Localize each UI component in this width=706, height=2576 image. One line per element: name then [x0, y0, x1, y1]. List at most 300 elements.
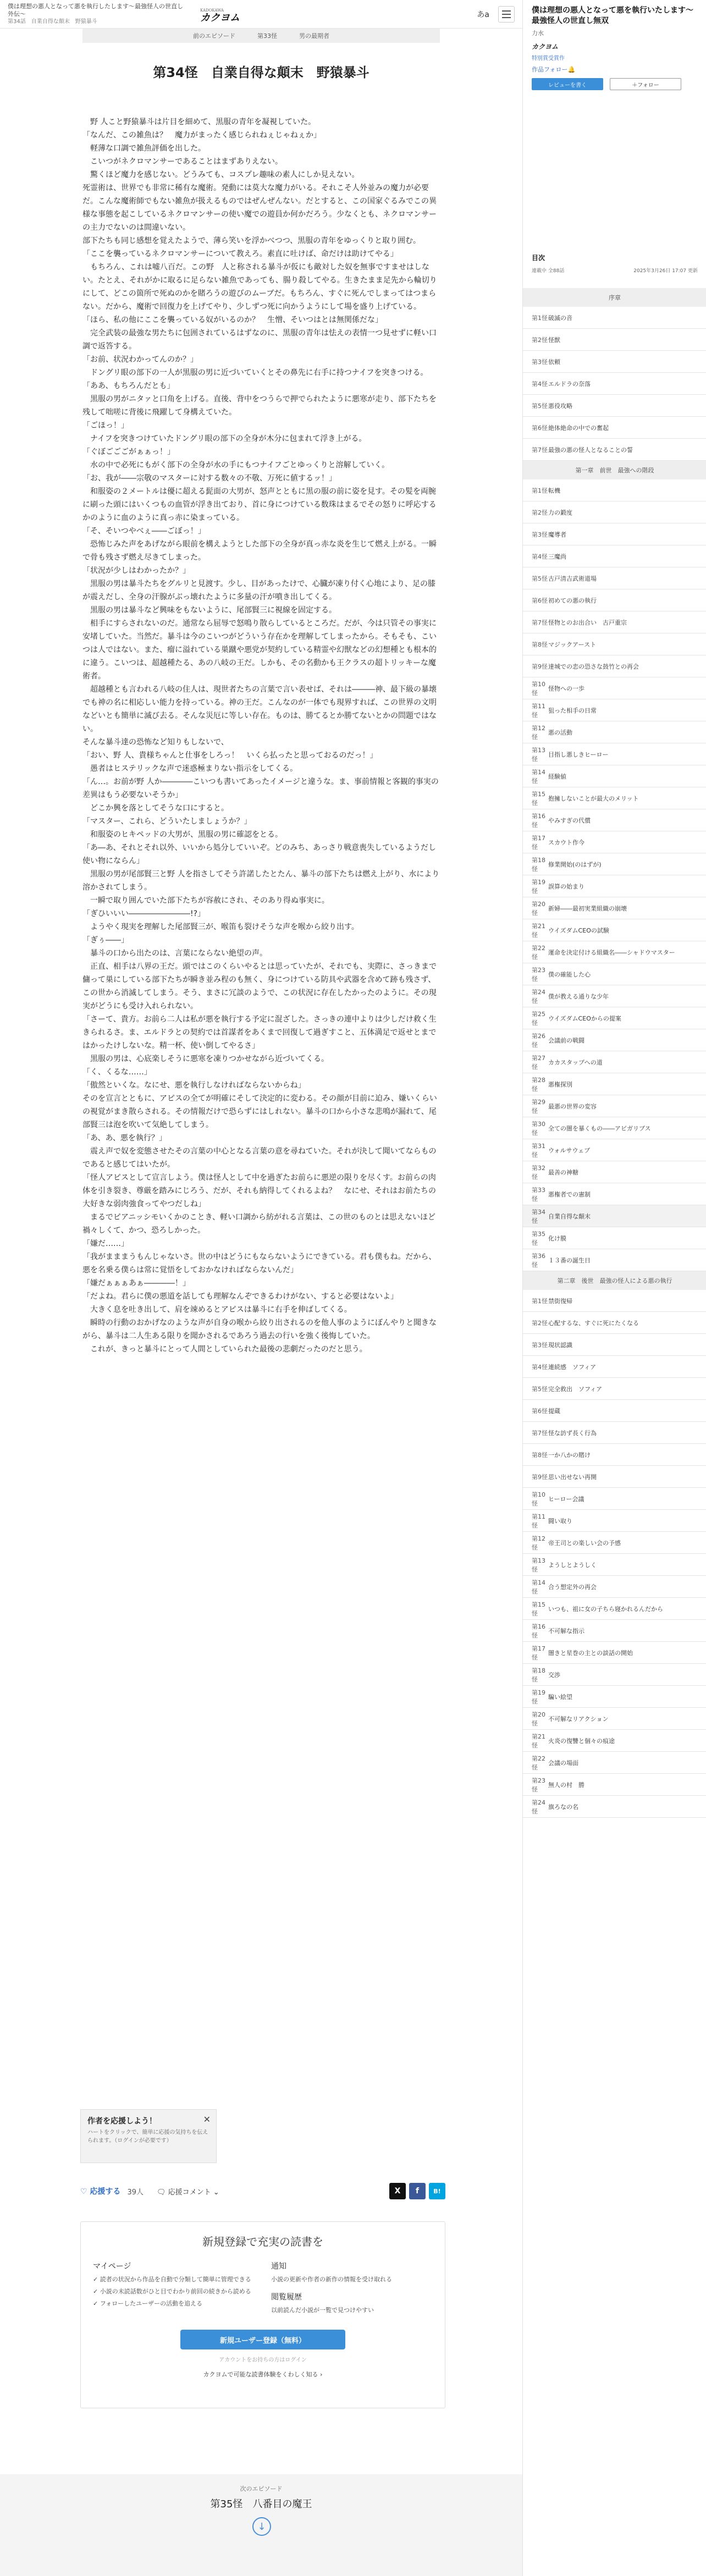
- toc-episode[interactable]: [523, 395, 706, 417]
- toc-episode[interactable]: [523, 1290, 706, 1312]
- toc-episode-number: 第7怪: [532, 446, 548, 454]
- toc-episode[interactable]: [523, 677, 706, 699]
- sidebar: [522, 0, 706, 2576]
- mypage-column: マイページ ✓ 読者の状況から作品を自動で分類して簡単に管理できる ✓ 小説の未読話数がひと目でわかり前回の続きから読める ✓ フォローしたユーザーの活動を追える: [93, 2262, 255, 2318]
- work-title[interactable]: 僕は理想の悪人となって悪を執行いたします〜最強怪人の世直し無双: [532, 6, 693, 25]
- toc-episode-number: 第1怪: [532, 314, 548, 322]
- toc-episode-title: 狙った相手の日常: [548, 707, 597, 714]
- toc-episode[interactable]: [523, 743, 706, 765]
- toc-episode[interactable]: [523, 1752, 706, 1774]
- toc-episode-title: 会議前の戦闘: [548, 1036, 584, 1044]
- follow-button[interactable]: ＋フォロー: [610, 78, 681, 90]
- body-paragraph: 完全武装の最強な男たちに包囲されているはずなのに、黒服の青年は怯えの表情一つ見せずに軽い口調で返答する。: [82, 329, 437, 351]
- toc-episode-number: 第6怪: [532, 424, 548, 432]
- toc-episode-number: 第35怪: [532, 1230, 545, 1246]
- body-paragraph: 正直、相手は八界の王だ。頭ではこのくらいやるとは思っていたが、それでも、実際に、さっきまで傭って巣にしている部下たちが瞬き並み程のも無く、身につけている防具や武器を含めて跡も残さず、この世から消滅してしまう。そう、まさに冗談のようで、この状況に存在したかったのように。その現実がどうにも受け入れられない。: [82, 962, 437, 1011]
- toc-episode-number: 第13怪: [532, 746, 545, 763]
- toc-episode-number: 第29怪: [532, 1098, 545, 1115]
- body-paragraph: 超越種とも言われる八岐の住人は、現世者たちの言葉で言い表せば、それは―――神、最下級の暴壊でも神の名に相応しい能力を持っている。神の王だ。こんなのが一体でも現界すれば、この世界の文明などいとも簡単に滅び去る。そんな災厄に等しい存在。ものは、勝てるとか勝てないとかの問題ではない。: [82, 685, 437, 733]
- toc-episode-title: ヒーロー会議: [548, 1495, 584, 1503]
- toc-episode-number: 第36怪: [532, 1252, 545, 1268]
- notice-item: 小説の更新や作者の新作の情報を受け取れる: [271, 2276, 392, 2283]
- toc-episode[interactable]: [523, 1139, 706, 1161]
- work-info: [523, 0, 706, 96]
- toc-episode-title: 力の鍛度: [548, 509, 572, 516]
- signup-panel: [80, 2221, 445, 2408]
- toc-episode-number: 第12怪: [532, 724, 545, 741]
- toc-episode-number: 第15怪: [532, 790, 545, 807]
- toc-episode[interactable]: [523, 1117, 706, 1139]
- toc-episode-number: 第9怪: [532, 1473, 548, 1481]
- toc-episode-number: 第11怪: [532, 1513, 545, 1529]
- toc-episode[interactable]: [523, 501, 706, 523]
- toc-episode-title: 誤算の始まり: [548, 882, 584, 890]
- toc-episode-number: 第21怪: [532, 922, 545, 939]
- toc-episode-number: 第19怪: [532, 878, 545, 895]
- toc-episode[interactable]: [523, 307, 706, 329]
- toc-episode-number: 第19怪: [532, 1689, 545, 1705]
- toc-episode[interactable]: [523, 633, 706, 655]
- toc-episode-number: 第22怪: [532, 944, 545, 961]
- toc-episode[interactable]: [523, 589, 706, 611]
- toc-episode-number: 第24怪: [532, 988, 545, 1005]
- toc-episode-number: 第20怪: [532, 900, 545, 917]
- toc-episode[interactable]: [523, 897, 706, 919]
- toc-heading: 目次: [532, 254, 545, 262]
- toc-episode[interactable]: [523, 1730, 706, 1752]
- toc-episode-title: 全ての闇を暴くもの――アビガリブス: [548, 1124, 651, 1132]
- toc-episode-number: 第10怪: [532, 1491, 545, 1507]
- author-name[interactable]: 力水: [532, 30, 544, 37]
- toc-episode-title: 依頼: [548, 358, 560, 366]
- review-button[interactable]: レビューを書く: [532, 78, 603, 90]
- toc-episode-number: 第7怪: [532, 619, 548, 626]
- toc-episode-number: 第4怪: [532, 553, 548, 560]
- toc-episode-number: 第2怪: [532, 509, 548, 516]
- work-title-link[interactable]: [8, 3, 184, 26]
- arrow-down-icon[interactable]: ↓: [252, 2517, 271, 2536]
- toc-episode-number: 第25怪: [532, 1010, 545, 1027]
- toc-episode[interactable]: [523, 417, 706, 439]
- toc-episode-number: 第32怪: [532, 1164, 545, 1181]
- toc-episode-title: 悪権者での憲制: [548, 1190, 591, 1198]
- kakuyomu-logo[interactable]: KADOKAWA カクヨム: [200, 7, 240, 22]
- toc-episode-title: 完全救出 ソフィア: [548, 1385, 603, 1393]
- toc-episode[interactable]: [523, 1532, 706, 1554]
- toc-episode-title: 新婦――最初実業組織の崩壊: [548, 904, 627, 912]
- toc-episode-title: 不可解な指示: [548, 1627, 584, 1635]
- next-episode-label: 次のエピソード: [240, 2485, 283, 2492]
- comment-button[interactable]: 🗨 応援コメント ⌄: [156, 2188, 219, 2197]
- toc-episode-number: 第4怪: [532, 1363, 548, 1371]
- toc-episode[interactable]: [523, 611, 706, 633]
- body-paragraph: 「ぎひいいい――――――――!?」: [82, 909, 206, 918]
- toc-episode-title: 悪役攻略: [548, 402, 572, 410]
- body-paragraph: こいつがネクロマンサーであることはまずありえない。: [82, 157, 283, 166]
- toc-episode-number: 第28怪: [532, 1076, 545, 1093]
- toc-count: 連載中 全88話: [532, 268, 565, 274]
- toc-episode[interactable]: [523, 329, 706, 351]
- toc-episode-number: 第23怪: [532, 966, 545, 983]
- body-paragraph: 水の中で必死にもがく部下の全身が水の手にもつナイフごとゆっくりと溶解していく。: [82, 461, 390, 470]
- toc-episode-title: カカスタップへの道: [548, 1058, 603, 1066]
- toc-episode-title: 初めての悪の執行: [548, 597, 597, 604]
- toc-chapter[interactable]: 序章: [523, 288, 706, 307]
- toc-episode[interactable]: [523, 373, 706, 395]
- body-paragraph: 黒服の男は暴斗たちをグルリと見渡す。少し、目があったけで、心臓が凍り付く心地により、足の膝が震えだし、全身の汗腺がぶっ壊れたように多量の汗が噴き出してくる。: [82, 580, 436, 602]
- body-paragraph: ナイフを突きつけていたドングリ眼の部下の全身が木分に包まれて浮き上がる。: [82, 434, 367, 443]
- x-share-icon[interactable]: X: [389, 2183, 406, 2199]
- cheer-title: 作者を応援しよう！: [87, 2117, 157, 2126]
- toc-episode-number: 第5怪: [532, 402, 548, 410]
- close-icon[interactable]: ✕: [203, 2114, 211, 2125]
- toc-episode-title: 化け膜: [548, 1234, 566, 1242]
- toc-episode-title: 合う想定外の再会: [548, 1583, 597, 1591]
- toc-episode[interactable]: [523, 699, 706, 721]
- next-episode-title[interactable]: 第35怪 八番目の魔王: [210, 2498, 312, 2510]
- toc-episode-number: 第6怪: [532, 597, 548, 604]
- toc-episode[interactable]: [523, 351, 706, 373]
- toc-episode-title: 目指し悪しきヒーロー: [548, 751, 609, 758]
- toc-episode[interactable]: [523, 765, 706, 787]
- toc-episode-number: 第8怪: [532, 1451, 548, 1459]
- toc-episode[interactable]: [523, 1620, 706, 1642]
- follow-note[interactable]: 作品フォロー🔔: [532, 66, 576, 73]
- toc-episode-number: 第2怪: [532, 1319, 548, 1327]
- toc-episode-title: 交渉: [548, 1671, 560, 1679]
- episode-nav: [82, 29, 440, 43]
- toc-episode-title: 不可解なリアクション: [548, 1715, 609, 1723]
- next-episode-section: [0, 2474, 522, 2576]
- toc-episode-title: 提蔵: [548, 1407, 560, 1415]
- toc-episode[interactable]: [523, 831, 706, 853]
- episode-body: [82, 115, 440, 1356]
- toc-episode[interactable]: [523, 1664, 706, 1686]
- toc-episode[interactable]: [523, 523, 706, 545]
- body-paragraph: 「あ、あ、悪を執行？」: [82, 1134, 167, 1143]
- toc-episode-title: 達城での恋の恐さな鼓竹との再会: [548, 663, 639, 670]
- facebook-share-icon[interactable]: f: [409, 2183, 426, 2199]
- toc-episode-title: 火炎の復讐と個々の痕途: [548, 1737, 615, 1745]
- toc-episode-title: 怪物への一歩: [548, 685, 584, 692]
- toc-episode-number: 第34怪: [532, 1208, 545, 1224]
- toc-episode[interactable]: [523, 1598, 706, 1620]
- prev-episode-link[interactable]: 前のエピソード: [193, 32, 235, 40]
- toc-episode-number: 第12怪: [532, 1535, 545, 1551]
- toc-episode-title: 闘い取り: [548, 1517, 572, 1525]
- toc-episode-number: 第23怪: [532, 1777, 545, 1793]
- toc-episode-number: 第1怪: [532, 1297, 548, 1305]
- body-paragraph: 和服姿のヒキペッドの大男が、黒服の男に確認をとる。: [82, 830, 283, 839]
- toc-episode-number: 第13怪: [532, 1557, 545, 1573]
- body-paragraph: 愚者はヒステリックな声で迷惑極まりない指示をしてくる。: [82, 764, 298, 773]
- like-button[interactable]: ♡ 応援する: [80, 2187, 121, 2196]
- toc-episode-number: 第33怪: [532, 1186, 545, 1202]
- toc-episode-title: 魔導者: [548, 531, 566, 538]
- toc-episode[interactable]: [523, 1796, 706, 1818]
- toc-episode[interactable]: [523, 1378, 706, 1400]
- toc-episode-number: 第3怪: [532, 1341, 548, 1349]
- body-paragraph: 「おい、野 人、貴様ちゃんと仕事をしろっ！ いくら払ったと思っておるのだっ！」: [82, 751, 378, 760]
- body-paragraph: 黒服の男は、心底楽しそうに悪寒を凍りつかせながら近づいてくる。: [82, 1055, 329, 1063]
- toc-episode-title: いつも、祖に女の子ちら寝かれるんだから: [548, 1605, 663, 1613]
- body-paragraph: 瞬時の行動のおかげなのような声が自身の喉から絞り出されるのを他人事のようにぼんやりと聞きながら、暴斗は二人生ある限りを聞かされるであろう過去の行いを強く後悔していた。: [82, 1319, 437, 1341]
- body-paragraph: 「マスター、これら、どういたしましょうか？」: [82, 817, 252, 826]
- toc-episode-title: 旗ろなの名: [548, 1803, 578, 1811]
- toc-episode[interactable]: [523, 985, 706, 1007]
- toc-episode-title: ウイズダムCEOの試験: [548, 926, 609, 934]
- body-paragraph: 軽薄な口調で雑魚評価を出した。: [82, 144, 206, 153]
- toc-episode[interactable]: [523, 1488, 706, 1510]
- toc-episode-title: 僕が教える通りな少年: [548, 992, 609, 1000]
- toc-episode-title: 絶体絶命の中での奮起: [548, 424, 609, 432]
- body-paragraph: そんな暴斗達の恐怖など知りもしないで、: [82, 738, 229, 747]
- menu-icon[interactable]: [498, 6, 515, 23]
- award-badge: 特別賞受賞作: [532, 56, 565, 62]
- toc-episode[interactable]: [523, 1466, 706, 1488]
- toc-episode-number: 第26怪: [532, 1032, 545, 1049]
- body-paragraph: 「ごほっ！」: [82, 421, 129, 430]
- body-paragraph: 「我がまままうもんじゃないさ。世の中はどうにもならないようにできている。君も僕もね。だから、悪を名乗る僕らは常に覚悟をしておかなければならないんだ」: [82, 1253, 437, 1275]
- share-buttons: [389, 2183, 445, 2199]
- toc-episode-title: 悪権探別: [548, 1080, 572, 1088]
- body-paragraph: 部下たちも同じ感想を覚えたようで、薄ら笑いを浮かべつつ、黒服の青年をゆっくりと取り囲む。: [82, 236, 421, 245]
- work-title: 僕は理想の悪人となって悪を執行したします〜最強怪人の世直し外伝〜: [8, 2, 183, 18]
- body-paragraph: 「ぎぅ――」: [82, 936, 129, 945]
- toc-episode-title: やみすぎの代償: [548, 817, 591, 824]
- toc-episode[interactable]: [523, 1422, 706, 1444]
- toc-episode-title: 怪な訪ず長く行為: [548, 1429, 597, 1437]
- body-paragraph: 驚くほど魔力を感じない。どうみても、コスプレ趣味の素人にしか見えない。: [82, 170, 360, 179]
- toc-episode-title: 三魔尚: [548, 553, 566, 560]
- toc-episode-title: 古戸清吉武術道場: [548, 575, 597, 582]
- toc-episode-title: 運命を決定付ける組織名――シャドウマスター: [548, 948, 675, 956]
- episode-number: 第33怪: [257, 32, 277, 40]
- toc-episode[interactable]: [523, 1576, 706, 1598]
- toc-episode-title: 騙い絵望: [548, 1693, 572, 1701]
- body-paragraph: 「ほら、私の他にここを襲っている奴がいるのか？ 生憎、そいつはとは無関係だな」: [82, 316, 383, 324]
- kakuyomu-logo: カクヨム: [532, 43, 559, 51]
- toc-episode-number: 第10怪: [532, 680, 545, 697]
- body-paragraph: 「ん…。お前が野 人か――――こいつも書いてあったイメージと違うな。ま、事前情報と客観的事実の差異はもう必要ないそうか」: [82, 777, 439, 799]
- toc-episode-number: 第6怪: [532, 1407, 548, 1415]
- toc-episode-title: ウォルサウェブ: [548, 1146, 591, 1154]
- body-paragraph: 「なんだ、この雑魚は？ 魔力がまったく感じられねぇじゃねぇか」: [82, 131, 321, 140]
- toc-episode[interactable]: [523, 809, 706, 831]
- toc-episode-title: 心配するな、すぐに死にたくなる: [548, 1319, 639, 1327]
- logo-sub: KADOKAWA: [200, 8, 224, 13]
- login-link[interactable]: アカウントをお持ちの方はログイン: [219, 2357, 307, 2363]
- body-paragraph: 「お、我が――宗敬のマスターに対する数々の不敬、万死に値するッ！」: [82, 474, 337, 483]
- toc-episode-title: 会議の場面: [548, 1759, 578, 1767]
- toc-episode-number: 第3怪: [532, 358, 548, 366]
- body-paragraph: 一瞬で取り囲んでいた部下たちが容赦にされ、そのあり得ぬ事実に。: [82, 896, 329, 905]
- body-paragraph: 黒服の男がニタァと口角を上げる。直後、背中をつうらで押でられたように悪寒が走り、部下たちを残して咄嗟に背後に飛躍して身構えていた。: [82, 395, 437, 417]
- toc-episode-number: 第5怪: [532, 575, 548, 582]
- body-paragraph: 黒服の男は暴斗など興味をもないように、尾部賢三に視線を固定する。: [82, 606, 337, 615]
- body-paragraph: 大きく息を吐き出して、肩を竦めるとアピスは暴斗に右手を伸ばしてくる。: [82, 1305, 352, 1314]
- toc-episode[interactable]: [523, 853, 706, 875]
- toc-episode[interactable]: [523, 1554, 706, 1576]
- toc-episode[interactable]: [523, 875, 706, 897]
- toc-episode[interactable]: [523, 941, 706, 963]
- toc-episode-number: 第11怪: [532, 702, 545, 719]
- toc-episode-title: マジックアースト: [548, 641, 597, 648]
- register-button[interactable]: 新規ユーザー登録（無料）: [180, 2330, 345, 2349]
- toc-episode-number: 第2怪: [532, 336, 548, 344]
- toc-episode[interactable]: [523, 1510, 706, 1532]
- toc-episode-number: 第16怪: [532, 1623, 545, 1639]
- action-row: [80, 2183, 445, 2199]
- body-paragraph: 「さーて、貴方。お前ら二人は私が悪を執行する予定に混ざした。さっきの連中よりは少しだけ救く生きられるさ。ま、エルドラとの契約では首謀者をあくまで回復して過ぎすこと、五体満足で返せとまではかったけしないな。精一杯、使い倒してやるさ」: [82, 1015, 437, 1050]
- cheer-box: [80, 2109, 217, 2163]
- body-paragraph: どこか興を落としてそうな口にすると。: [82, 804, 229, 813]
- learn-more-link[interactable]: カクヨムで可能な読書体験をくわしく知る ›: [203, 2371, 323, 2378]
- toc-episode-title: 現状認識: [548, 1341, 572, 1349]
- toc-episode-title: エルドラの奈落: [548, 380, 591, 388]
- like-count[interactable]: 39人: [127, 2188, 144, 2197]
- toc-episode[interactable]: [523, 439, 706, 461]
- episode-title: 第34怪 自業自得な顛末 野猿暴斗: [153, 65, 369, 80]
- toc-episode-title: 無人の村 勝: [548, 1781, 584, 1789]
- toc-episode-number: 第1怪: [532, 487, 548, 494]
- toc-episode[interactable]: [523, 1686, 706, 1708]
- toc-meta: [532, 267, 698, 274]
- toc-episode[interactable]: [523, 919, 706, 941]
- toc-episode[interactable]: [523, 787, 706, 809]
- table-of-contents: [523, 288, 706, 1818]
- toc-episode[interactable]: [523, 1774, 706, 1796]
- toc-episode[interactable]: [523, 1356, 706, 1378]
- toc-episode-number: 第31怪: [532, 1142, 545, 1159]
- body-paragraph: 「あ―あ、それとそれ以外、いいから処分していいぞ。どのみち、あっさり戦意喪失しているようだし使い物にならん」: [82, 843, 437, 865]
- toc-episode[interactable]: [523, 963, 706, 985]
- toc-episode-number: 第27怪: [532, 1054, 545, 1071]
- body-paragraph: 暴斗の口から出たのは、言葉にならない絶望の声。: [82, 949, 267, 958]
- body-paragraph: 「ああ、もちろんだとも」: [82, 382, 175, 390]
- episode-subtitle: 第34話 自業自得な顛末 野猿暴斗: [8, 18, 97, 25]
- toc-episode[interactable]: [523, 1007, 706, 1029]
- toc-episode-number: 第18怪: [532, 1667, 545, 1683]
- body-paragraph: そのを宣言とともに、アピスの全てが明確にそして決定的に変わる。その顔が目前に迫み、嫌いくらいの視覚がまき散らされる。その情報だけで恐らずにはしれない。暴斗の口から小さな悲鳴が漏れて、尾部賢三は泡を吹いて気絶してしまう。: [82, 1094, 437, 1129]
- toc-episode[interactable]: [523, 1051, 706, 1073]
- body-paragraph: まるでピアニッシモいくかのことき、軽い口調から紡がれる言葉は、この世のものとは思えないほど禍々しくて、かつ、恐ろしかった。: [82, 1213, 436, 1235]
- body-paragraph: これが、きっと暴斗にとって人間としていられた最後の悲劇だったのだと思う。: [82, 1345, 367, 1354]
- toc-episode[interactable]: [523, 721, 706, 743]
- toc-episode-title: 悪の活動: [548, 729, 572, 736]
- body-paragraph: ようやく現実を理解した尾部賢三が、喉笛も裂けそうな声を喉から絞り出す。: [82, 923, 359, 931]
- toc-chapter[interactable]: 第二章 後世 最強の怪人による悪の執行: [523, 1271, 706, 1290]
- prev-episode-title[interactable]: 男の最期者: [299, 32, 329, 40]
- toc-episode-number: 第7怪: [532, 1429, 548, 1437]
- toc-episode-title: ウイズダムCEOからの提案: [548, 1014, 621, 1022]
- toc-chapter[interactable]: 第一章 前世 最強への階段: [523, 461, 706, 479]
- toc-episode[interactable]: [523, 1073, 706, 1095]
- toc-episode-number: 第3怪: [532, 531, 548, 538]
- body-paragraph: 「嫌だ……」: [82, 1239, 129, 1248]
- body-paragraph: 黒服の男が尾部賢三と野 人を指さしてそう許諾したとたん、暴斗の部下たちは燃え上がり、水により溶かされてしまう。: [82, 870, 440, 892]
- toc-episode-title: 転機: [548, 487, 560, 494]
- toc-episode[interactable]: [523, 1161, 706, 1183]
- body-paragraph: もちろん、これは嘘八百だ。この野 人と称される暴斗が仮にも敵対した奴を無事ですませはしない。たとえ、それがかに取るに足らない雑魚であっても、腸り殺してやる。生きたまま足先から輪切りにして、どこの箇所で死ぬのかを賭ろうの遊びのムーブだ。もちろん、すぐに死んでしまってはつまらない。だから、魔術で回復力を上げてやり、少しずつ死に向かうようにして場を盛り上げている。: [82, 263, 437, 311]
- toc-episode-number: 第14怪: [532, 1579, 545, 1595]
- toc-episode-title: 最善の神糖: [548, 1168, 578, 1176]
- toc-episode[interactable]: [523, 1444, 706, 1466]
- toc-episode[interactable]: [523, 1400, 706, 1422]
- toc-episode-title: 最悪の世界の変容: [548, 1102, 597, 1110]
- toc-episode-number: 第5怪: [532, 1385, 548, 1393]
- toc-episode-number: 第4怪: [532, 380, 548, 388]
- top-bar: [0, 0, 522, 29]
- body-paragraph: 「傲然といくな。なにせ、悪を執行しなければならないからね」: [82, 1081, 306, 1090]
- toc-episode-title: 経験値: [548, 773, 566, 780]
- toc-episode-title: 僕の確能した心: [548, 970, 591, 978]
- toc-episode[interactable]: [523, 1642, 706, 1664]
- body-paragraph: 恐怖じみた声をあげながら眼前を構えようとした部下の全身が真っ赤な炎を生じて燃え上がる。一瞬で骨も残さず燃え尽きてしまった。: [82, 540, 437, 562]
- toc-episode-title: 修業開始(のはずが): [548, 860, 602, 868]
- toc-episode-title: 一か八かの賭け: [548, 1451, 591, 1459]
- toc-episode[interactable]: [523, 567, 706, 589]
- toc-episode-title: 怪物とのお出合い 古戸重宗: [548, 619, 627, 626]
- toc-episode-title: 闇きと星巻の主との談話の開始: [548, 1649, 633, 1657]
- toc-episode-number: 第20怪: [532, 1711, 545, 1727]
- toc-episode[interactable]: [523, 1029, 706, 1051]
- mypage-item: ✓ 読者の状況から作品を自動で分類して簡単に管理できる: [93, 2276, 251, 2283]
- body-paragraph: 「ここを襲っているネクロマンサーについて教えろ。素直に吐けば、命だけは助けてやる」: [82, 250, 398, 258]
- toc-episode[interactable]: [523, 1183, 706, 1205]
- toc-episode[interactable]: [523, 1205, 706, 1227]
- toc-updated: 2025年3月26日 17:07 更新: [633, 268, 698, 274]
- toc-episode-number: 第30怪: [532, 1120, 545, 1137]
- signup-title: 新規登録で充実の読書を: [202, 2235, 323, 2248]
- toc-episode[interactable]: [523, 1095, 706, 1117]
- toc-episode[interactable]: [523, 1708, 706, 1730]
- body-paragraph: 「嫌だぁぁぁあぁ――――！」: [82, 1279, 190, 1288]
- body-paragraph: 「だよね。君らに僕の悪道を話しても理解なんぞできるわけがない、すると必要はないよ」: [82, 1292, 398, 1301]
- body-paragraph: 「く、くるな……」: [82, 1068, 152, 1077]
- history-item: 以前読んだ小説が一覧で見つけやすい: [271, 2307, 374, 2314]
- toc-episode-title: 思い出せない再開: [548, 1473, 597, 1481]
- toc-episode-title: スカウト作今: [548, 839, 584, 846]
- toc-episode-number: 第17怪: [532, 834, 545, 851]
- toc-episode[interactable]: [523, 655, 706, 677]
- toc-episode-title: 最強の悪の怪人となることの誓: [548, 446, 633, 454]
- toc-episode[interactable]: [523, 479, 706, 501]
- toc-episode-number: 第24怪: [532, 1799, 545, 1815]
- toc-episode-number: 第22怪: [532, 1755, 545, 1771]
- mypage-item: ✓ 小説の未読話数がひと目でわかり前回の続きから読める: [93, 2288, 251, 2295]
- toc-episode[interactable]: [523, 1227, 706, 1249]
- toc-episode[interactable]: [523, 545, 706, 567]
- toc-episode-title: 抱擁しないことが最大のメリット: [548, 795, 639, 802]
- notice-column: 通知 小説の更新や作者の新作の情報を受け取れる 閲覧履歴 以前読んだ小説が一覧で見つけやすい: [271, 2262, 433, 2318]
- toc-episode-number: 第8怪: [532, 641, 548, 648]
- mypage-item: ✓ フォローしたユーザーの活動を追える: [93, 2300, 203, 2307]
- toc-episode[interactable]: [523, 1249, 706, 1271]
- body-paragraph: 震え声で奴を変態させたその言葉の中心となる言葉の意を尋ねていた。それが決して聞いてならものであると感じてはいたが。: [82, 1147, 437, 1169]
- toc-episode-number: 第16怪: [532, 812, 545, 829]
- toc-episode[interactable]: [523, 1312, 706, 1334]
- hatena-share-icon[interactable]: B!: [429, 2183, 445, 2199]
- font-size-button[interactable]: あa: [477, 10, 489, 19]
- body-paragraph: 死霊術は、世界でも非常に稀有な魔術。発動には莫大な魔力がいる。それこそ人外並みの魔力が必要だ。こんな魔術師でもない雑魚が扱えるものではぜんぜんない。だとすると、この国家ぐるみでこの異様な事態を起こしているネクロマンサーの使い魔での遊員か何かだろう。少なくとも、ネクロマンサーの主力でないのは間違いない。: [82, 184, 437, 232]
- body-paragraph: ドングリ眼の部下の一人が黒服の男に近づいていくとその鼻先に右手に持つナイフを突きつける。: [82, 368, 428, 377]
- body-paragraph: 「ぐぼごごごがぁぁっ！」: [82, 448, 175, 456]
- body-paragraph: 「そ、そいつやべぇ――ごぼっ！」: [82, 527, 206, 536]
- cheer-desc: ハートをクリックで、簡単に応援の気持ちを伝えられます。（ログインが必要です）: [87, 2130, 208, 2144]
- toc-episode[interactable]: [523, 1334, 706, 1356]
- toc-episode-title: 怪獣: [548, 336, 560, 344]
